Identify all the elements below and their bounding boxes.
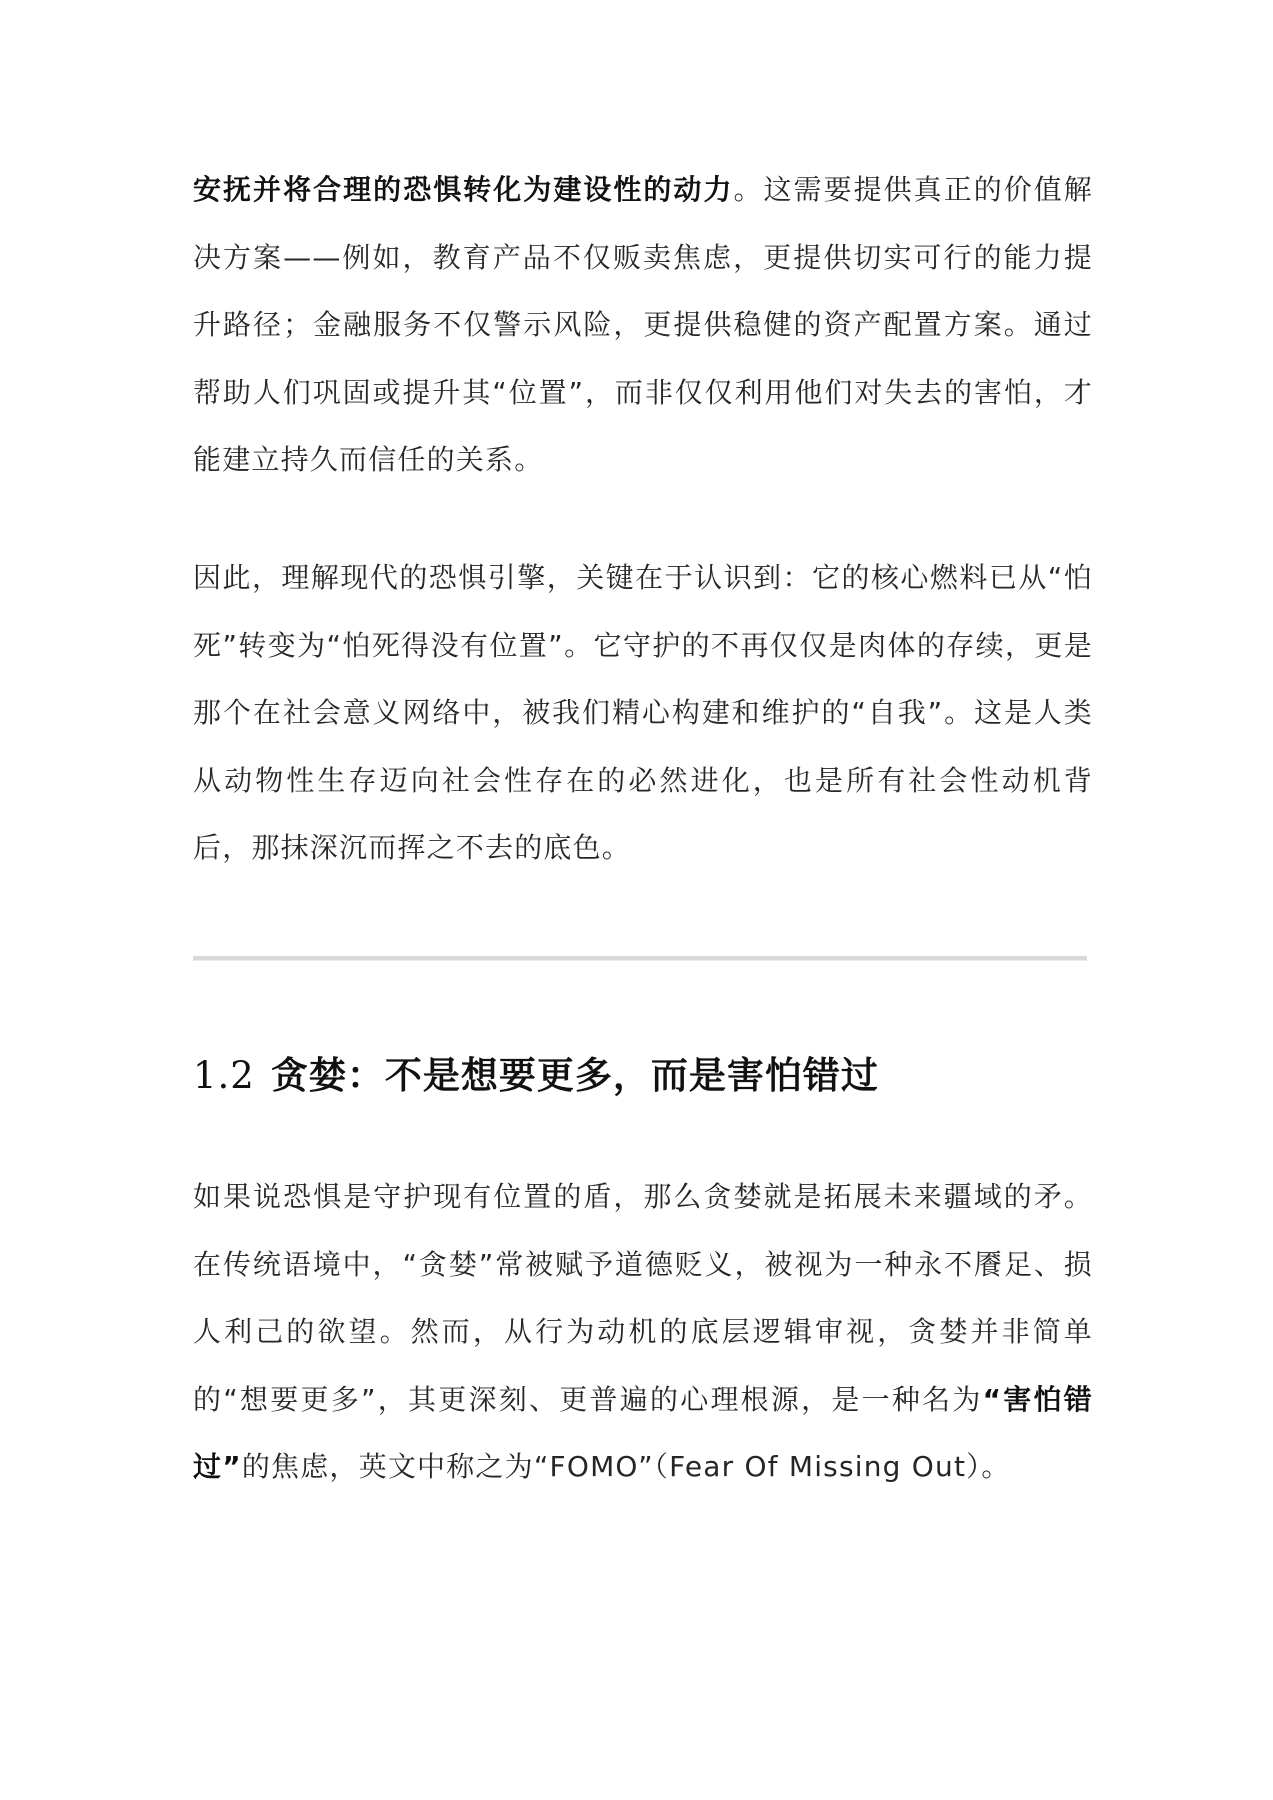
section-number: 1.2	[193, 1054, 255, 1097]
paragraph-body-text-end: 的焦虑，英文中称之为“FOMO”（Fear Of Missing Out）。	[241, 1450, 1011, 1483]
paragraph-fear-transform	[193, 156, 1093, 494]
section-heading	[193, 1046, 879, 1106]
section-divider	[193, 956, 1087, 961]
paragraph-bold-lead: 安抚并将合理的恐惧转化为建设性的动力	[193, 173, 734, 206]
paragraph-greed-fomo	[193, 1163, 1093, 1501]
paragraph-fear-engine-summary	[193, 544, 1093, 882]
paragraph-bold-term: “害怕错过”	[193, 1382, 1093, 1483]
paragraph-body-text: 因此，理解现代的恐惧引擎，关键在于认识到：它的核心燃料已从“怕死”转变为“怕死得没有位置”。它守护的不再仅仅是肉体的存续，更是那个在社会意义网络中，被我们精心构建和维护的“自我”。这是人类从动物性生存迈向社会性存在的必然进化，也是所有社会性动机背后，那抹深沉而挥之不去的底色。	[193, 561, 1093, 864]
paragraph-body-text: 。这需要提供真正的价值解决方案——例如，教育产品不仅贩卖焦虑，更提供切实可行的能力提升路径；金融服务不仅警示风险，更提供稳健的资产配置方案。通过帮助人们巩固或提升其“位置”，而非仅仅利用他们对失去的害怕，才能建立持久而信任的关系。	[193, 173, 1093, 476]
section-title: 贪婪：不是想要更多，而是害怕错过	[270, 1054, 879, 1097]
paragraph-body-text: 如果说恐惧是守护现有位置的盾，那么贪婪就是拓展未来疆域的矛。在传统语境中，“贪婪”常被赋予道德贬义，被视为一种永不餍足、损人利己的欲望。然而，从行为动机的底层逻辑审视，贪婪并非简单的“想要更多”，其更深刻、更普遍的心理根源，是一种名为	[193, 1180, 1093, 1416]
